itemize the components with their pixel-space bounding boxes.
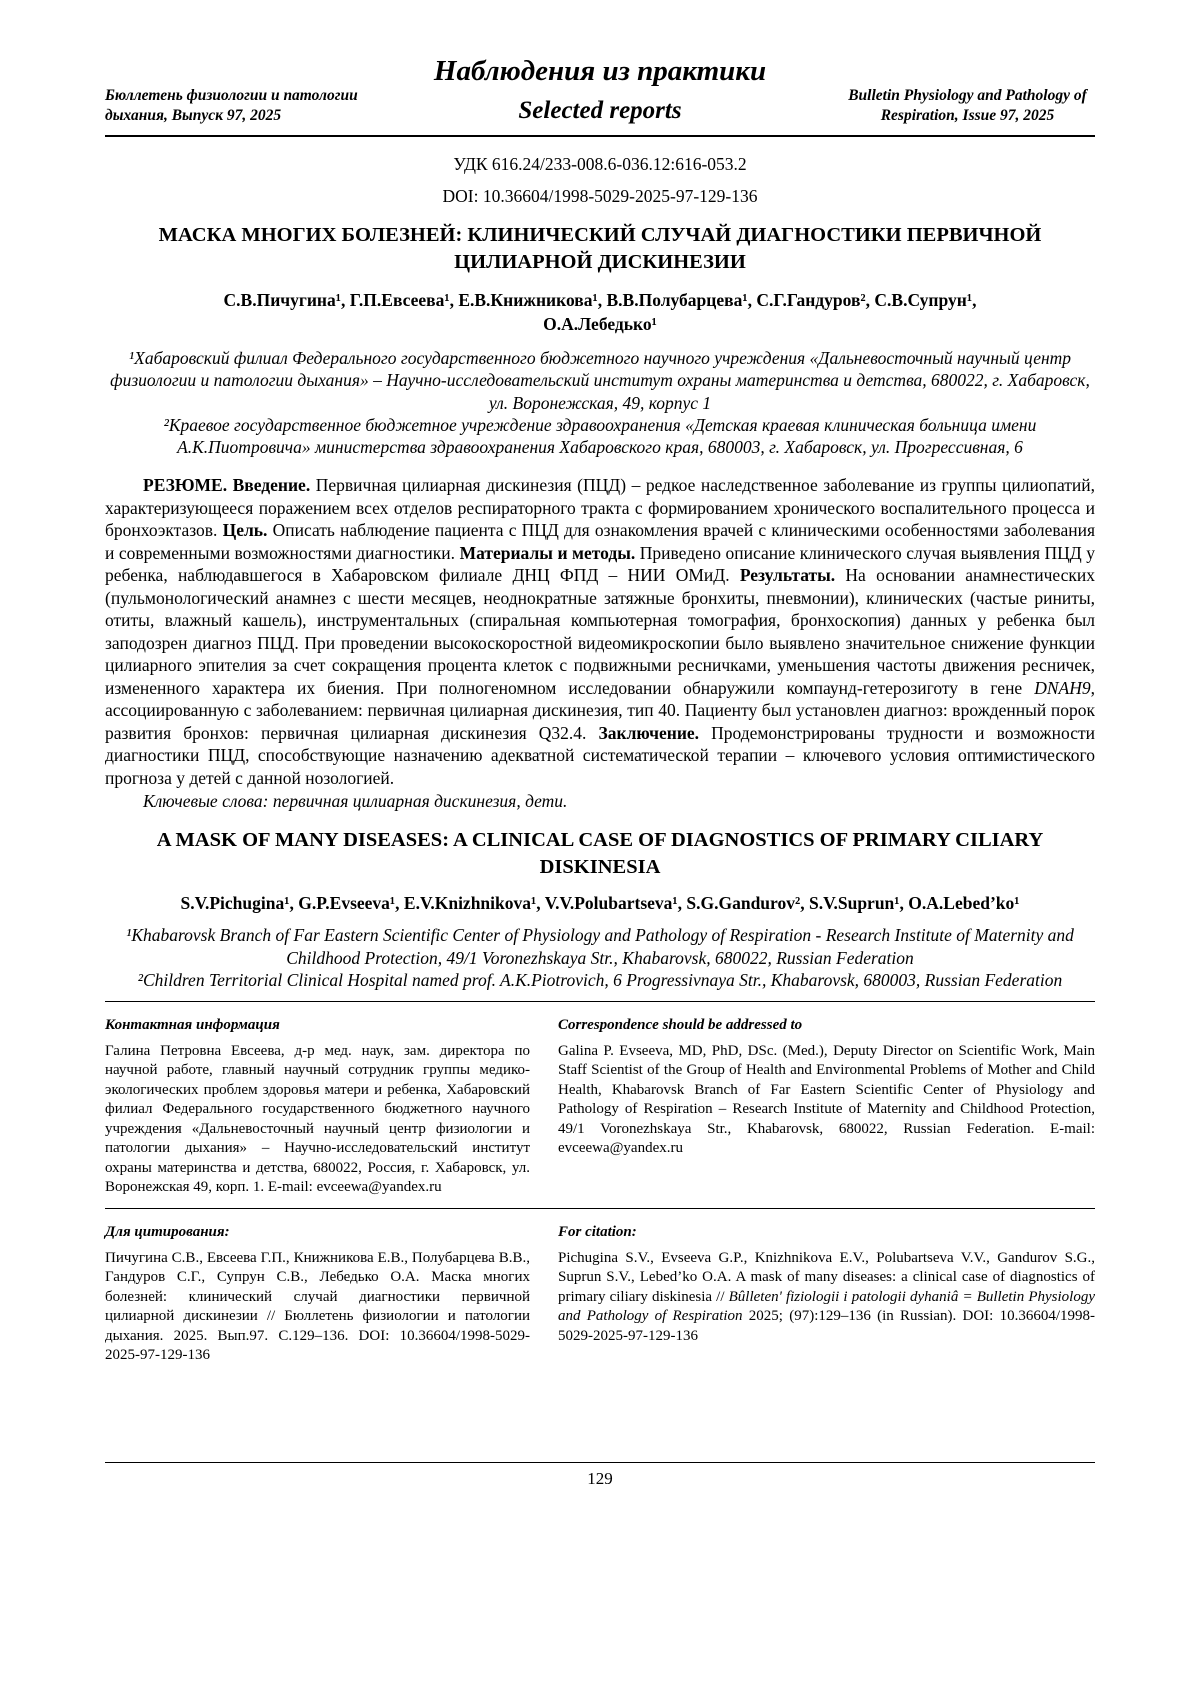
abstract-label-conclusion: Заключение. bbox=[598, 722, 712, 743]
page-number: 129 bbox=[587, 1469, 613, 1488]
abstract-text-results-1: На основании анамнестических (пульмонологический анамнез с шести месяцев, неоднократные затяжные бронхиты, пневмонии), клинических (частые риниты, отиты, влажный кашель), инструментальных (спиральная компьютерная томография, бронхоскопия) данных у ребенка был заподозрен диагноз ПЦД. При проведении высокоскоростной видеомикроскопии было выявлено значительное снижение функции цилиарного эпителия за счет сокращения процента клеток с подвижными ресничками, уменьшения частоты движения ресничек, измененного характера их биения. При полногеномном исследовании обнаружили компаунд-гетерозиготу в гене bbox=[105, 565, 1095, 698]
article-title-en: A MASK OF MANY DISEASES: A CLINICAL CASE OF DIAGNOSTICS OF PRIMARY CILIARY DISKINESIA bbox=[156, 828, 1044, 878]
abstract-text-conclusion: Продемонстрированы трудности и возможности диагностики ПЦД, способствующие назначению адекватной систематической терапии – ключевого условия оптимистического прогноза у детей с данной нозологией. bbox=[105, 722, 1095, 788]
authors-ru-line-2: О.А.Лебедько¹ bbox=[543, 313, 657, 334]
article-title-ru: МАСКА МНОГИХ БОЛЕЗНЕЙ: КЛИНИЧЕСКИЙ СЛУЧАЙ ДИАГНОСТИКИ ПЕРВИЧНОЙ ЦИЛИАРНОЙ ДИСКИНЕЗИИ bbox=[158, 223, 1042, 273]
contact-ru-body: Галина Петровна Евсеева, д-р мед. наук, зам. директора по научной работе, главный научный сотрудник группы медико-экологических проблем здоровья матери и ребенка, Хабаровский филиал Федерального государственного бюджетного научного учреждения «Дальневосточный научный центр физиологии и патологии дыхания» – Научно-исследовательский институт охраны материнства и детства, 680022, Россия, г. Хабаровск, ул. Воронежская 49, корп. 1. E-mail: evceewa@yandex.ru bbox=[105, 1042, 530, 1196]
affiliation-en-1: ¹Khabarovsk Branch of Far Eastern Scientific Center of Physiology and Pathology of Respiration - Research Institute of Maternity and Childhood Protection, 49/1 Voronezhskaya Str., Khabarovsk, 680022, Russian Federation bbox=[126, 925, 1074, 968]
citation-ru bbox=[105, 1224, 530, 1366]
contact-section-rule bbox=[105, 1001, 1095, 1002]
affiliation-ru-1: ¹Хабаровский филиал Федерального государственного бюджетного научного учреждения «Дальневосточный научный центр физиологии и патологии дыхания» – Научно-исследовательский институт охраны материнства и детства, 680022, г. Хабаровск, ул. Воронежская, 49, корпус 1 bbox=[110, 348, 1090, 413]
abstract-text-aim: Описать наблюдение пациента с ПЦД для ознакомления врачей с клиническими особенностями заболевания и современными возможностями диагностики. bbox=[105, 520, 1095, 563]
citation-ru-body: Пичугина С.В., Евсеева Г.П., Книжникова Е.В., Полубарцева В.В., Гандуров С.Г., Супрун С.В., Лебедько О.А. Маска многих болезней: клинический случай диагностики первичной цилиарной дискинезии // Бюллетень физиологии и патологии дыхания. 2025. Вып.97. С.129–136. DOI: 10.36604/1998-5029-2025-97-129-136 bbox=[105, 1249, 530, 1364]
authors-ru bbox=[105, 289, 1095, 336]
abstract-text-methods: Приведено описание клинического случая выявления ПЦД у ребенка, наблюдавшегося в Хабаровском филиале ДНЦ ФПД – НИИ ОМиД. bbox=[105, 542, 1096, 586]
abstract-label-aim: Цель. bbox=[222, 520, 273, 541]
citation-en-text-2: 2025; (97):129–136 (in Russian). DOI: 10.36604/1998-5029-2025-97-129-136 bbox=[558, 1308, 1095, 1344]
citation-en-body bbox=[558, 1249, 1095, 1347]
citation-en bbox=[558, 1224, 1095, 1366]
abstract-label-resume: РЕЗЮМЕ. Введение. bbox=[143, 475, 316, 496]
affiliation-ru-2: ²Краевое государственное бюджетное учреждение здравоохранения «Детская краевая клиническая больница имени А.К.Пиотровича» министерства здравоохранения Хабаровского края, 680003, г. Хабаровск, ул. Прогрессивная, 6 bbox=[163, 414, 1037, 458]
contact-ru-heading: Контактная информация bbox=[105, 1016, 280, 1033]
affiliation-en-2: ²Children Territorial Clinical Hospital named prof. A.K.Piotrovich, 6 Progressivnaya Str., Khabarovsk, 680003, Russian Federation bbox=[137, 969, 1063, 990]
udk-line: УДК 616.24/233-008.6-036.12:616-053.2 bbox=[453, 153, 747, 174]
abstract-text-results-2: , ассоциированную с заболеванием: первичная цилиарная дискинезия, тип 40. Пациенту был установлен диагноз: врожденный порок развития бронхов: первичная цилиарная дискинезия Q32.4. bbox=[105, 677, 1095, 743]
citation-section-rule bbox=[105, 1208, 1095, 1209]
section-heading bbox=[360, 56, 840, 125]
contact-en-heading: Correspondence should be addressed to bbox=[558, 1016, 803, 1033]
journal-running-head bbox=[105, 56, 1095, 125]
contact-section bbox=[105, 1017, 1095, 1198]
contact-en bbox=[558, 1017, 1095, 1198]
affiliations-ru bbox=[105, 347, 1095, 458]
journal-title-en: Bulletin Physiology and Pathology of Respiration, Issue 97, 2025 bbox=[848, 87, 1087, 124]
authors-ru-line-1: С.В.Пичугина¹, Г.П.Евсеева¹, Е.В.Книжникова¹, В.В.Полубарцева¹, С.Г.Гандуров², С.В.Супрун¹, bbox=[223, 289, 977, 310]
authors-en: S.V.Pichugina¹, G.P.Evseeva¹, E.V.Knizhnikova¹, V.V.Polubartseva¹, S.G.Gandurov², S.V.Suprun¹, O.A.Lebed’ko¹ bbox=[180, 892, 1020, 913]
citation-en-text-1: Pichugina S.V., Evseeva G.P., Knizhnikova E.V., Polubartseva V.V., Gandurov S.G., Suprun S.V., Lebed’ko O.A. A mask of many diseases: a clinical case of diagnostics of primary ciliary diskinesia // bbox=[558, 1249, 1095, 1305]
page-footer bbox=[105, 1462, 1095, 1489]
citation-section bbox=[105, 1224, 1095, 1366]
contact-ru bbox=[105, 1017, 530, 1198]
section-title-ru: Наблюдения из практики bbox=[433, 55, 767, 87]
contact-en-body: Galina P. Evseeva, MD, PhD, DSc. (Med.), Deputy Director on Scientific Work, Main Staff Scientist of the Group of Health and Environmental Problems of Mother and Child Health, Khabarovsk Branch of Far Eastern Scientific Center of Physiology and Pathology of Respiration – Research Institute of Maternity and Childhood Protection, 49/1 Voronezhskaya Str., Khabarovsk, 680022, Russian Federation. E-mail: evceewa@yandex.ru bbox=[558, 1042, 1095, 1157]
footer-rule bbox=[105, 1462, 1095, 1463]
header-rule bbox=[105, 135, 1095, 137]
affiliations-en bbox=[105, 924, 1095, 991]
citation-en-journal-name: Bûlleten' fiziologii i patologii dyhaniâ = Bulletin Physiology and Pathology of Respiration bbox=[558, 1288, 1095, 1325]
abstract-label-results: Результаты. bbox=[739, 565, 846, 586]
doi-line: DOI: 10.36604/1998-5029-2025-97-129-136 bbox=[442, 185, 758, 206]
abstract-text-introduction: Первичная цилиарная дискинезия (ПЦД) – редкое наследственное заболевание из группы цилиопатий, характеризующееся поражением всех отделов респираторного тракта с формированием хронического воспалительного процесса и бронхоэктазов. bbox=[105, 475, 1096, 541]
citation-en-heading: For citation: bbox=[558, 1223, 637, 1240]
keywords-ru: Ключевые слова: первичная цилиарная дискинезия, дети. bbox=[143, 791, 568, 812]
abstract-label-methods: Материалы и методы. bbox=[459, 542, 640, 563]
abstract-ru bbox=[105, 474, 1095, 789]
section-title-en: Selected reports bbox=[518, 96, 682, 124]
citation-ru-heading: Для цитирования: bbox=[105, 1223, 230, 1240]
gene-name: DNAH9 bbox=[1034, 677, 1091, 698]
journal-title-ru: Бюллетень физиологии и патологии дыхания, Выпуск 97, 2025 bbox=[105, 87, 358, 124]
